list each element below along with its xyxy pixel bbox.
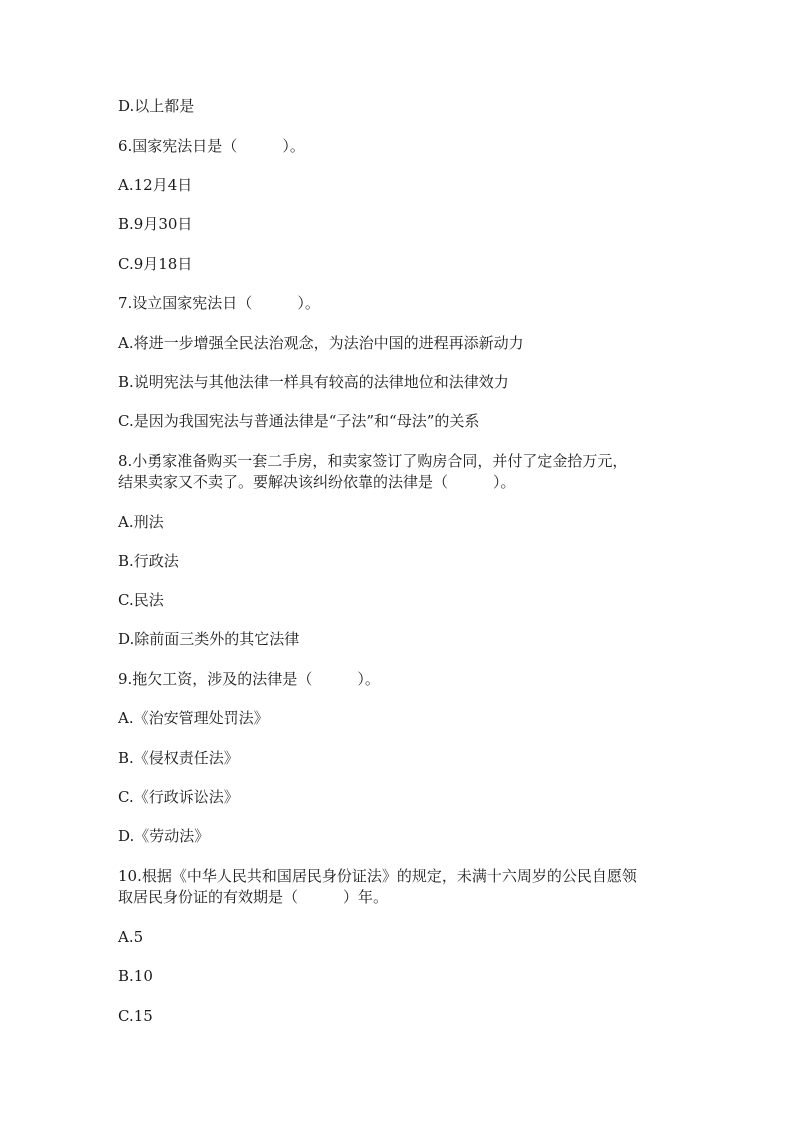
option-c-q9: C.《行政诉讼法》 [118, 788, 239, 806]
question-8-line-1: 8.小勇家准备购买一套二手房，和卖家签订了购房合同，并付了定金拾万元， [118, 452, 628, 470]
option-d-q8: D.除前面三类外的其它法律 [118, 630, 300, 648]
option-a-q8: A.刑法 [118, 513, 164, 531]
option-a-q6: A.12月4日 [118, 176, 193, 194]
question-6: 6.国家宪法日是（ ）。 [118, 137, 305, 155]
option-c-q10: C.15 [118, 1007, 153, 1025]
option-b-q7: B.说明宪法与其他法律一样具有较高的法律地位和法律效力 [118, 373, 509, 391]
question-10-line-1: 10.根据《中华人民共和国居民身份证法》的规定，未满十六周岁的公民自愿领 [118, 867, 637, 885]
question-8-line-2: 结果卖家又不卖了。要解决该纠纷依靠的法律是（ ）。 [118, 473, 516, 491]
option-c-q6: C.9月18日 [118, 255, 193, 273]
option-b-q10: B.10 [118, 967, 153, 985]
option-b-q9: B.《侵权责任法》 [118, 749, 239, 767]
question-7: 7.设立国家宪法日（ ）。 [118, 294, 320, 312]
option-a-q10: A.5 [118, 928, 144, 946]
option-d-q9: D.《劳动法》 [118, 827, 210, 845]
option-a-q7: A.将进一步增强全民法治观念，为法治中国的进程再添新动力 [118, 334, 524, 352]
option-b-q6: B.9月30日 [118, 215, 193, 233]
option-a-q9: A.《治安管理处罚法》 [118, 709, 269, 727]
option-d-q5: D.以上都是 [118, 97, 195, 115]
option-c-q8: C.民法 [118, 591, 164, 609]
option-b-q8: B.行政法 [118, 552, 179, 570]
option-c-q7: C.是因为我国宪法与普通法律是“子法”和“母法”的关系 [118, 412, 480, 430]
question-10-line-2: 取居民身份证的有效期是（ ）年。 [118, 888, 389, 906]
question-9: 9.拖欠工资，涉及的法律是（ ）。 [118, 670, 380, 688]
